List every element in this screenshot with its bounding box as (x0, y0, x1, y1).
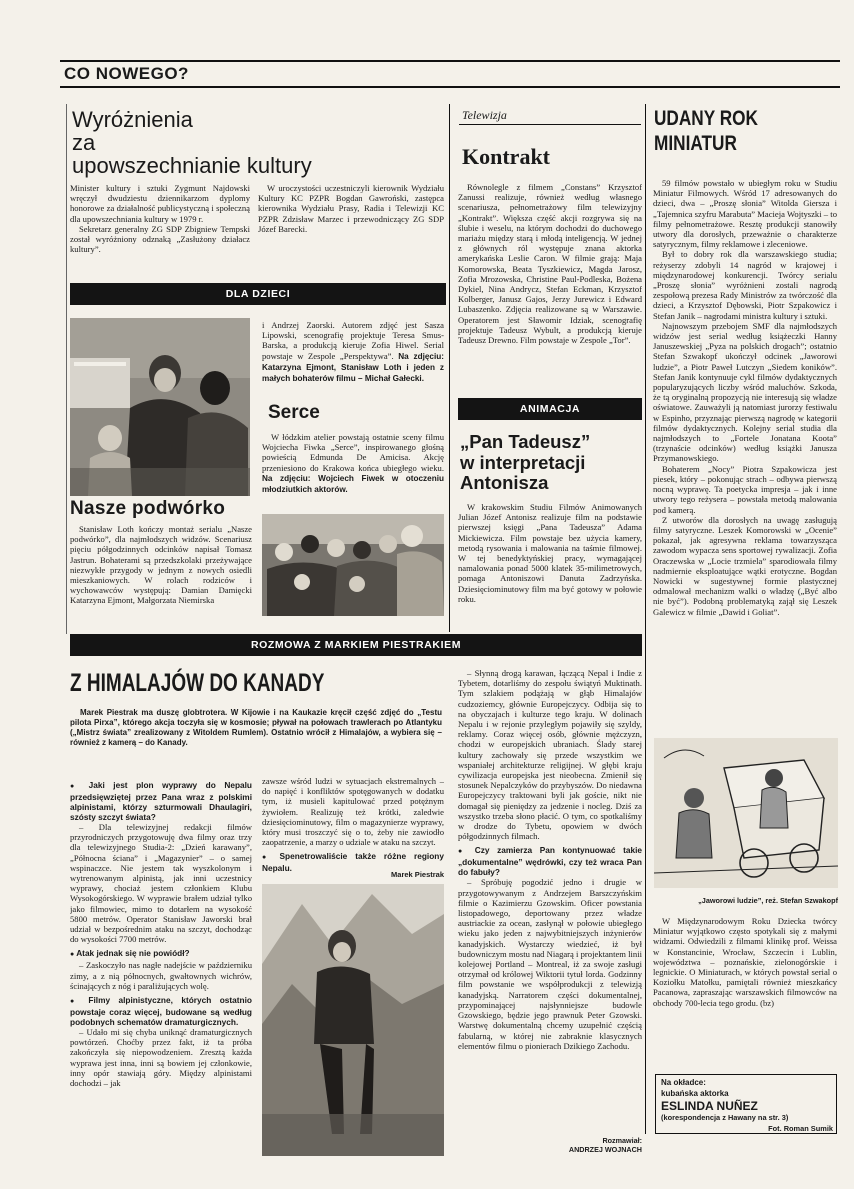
top-rule (60, 60, 840, 62)
title-line: Wyróżnienia (72, 108, 193, 132)
section-rule (60, 86, 840, 88)
answer: – Zaskoczyło nas nagłe nadejście w październiku zimy, a z nią północnych, gwałtownych wichrów, ścinających z nóg i paraliżujących wolę. (70, 960, 252, 991)
miniatur-text-cont (653, 916, 837, 1066)
kontrakt-text (458, 182, 642, 390)
photo-illustration (262, 514, 444, 616)
wyroznienia-text-col1 (70, 183, 250, 263)
nasze-podworko-text-cont (262, 320, 444, 384)
title-line: upowszechnianie kultury (72, 153, 312, 178)
title-line: UDANY ROK (654, 107, 758, 130)
cartoon-illustration (654, 738, 838, 888)
wyroznienia-title (72, 108, 442, 180)
kontrakt-kicker: Telewizja (462, 108, 507, 122)
answer: – Dla telewizyjnej redakcji filmów przyrodniczych przygotowuję dwa filmy oraz trzy dla telewizyjnego Studia-2: „Dzień karawany”, „Północna ściana” i „Magazynier” – o samej wspinaczce. Nie jestem tak wyszkolonym i wytrenowanym alpinistą, jak inni uczestnicy wyprawy, chociaż jestem członkiem Klubu Wysokogórskiego. W wyprawie brałem udział tylko jako filmowiec, mimo to dotarłem na wysokość 5800 metrów. Operator Stanisław Jaworski brał udział w bezpośrednim ataku na szczyt, dochodząc do wysokości 7700 metrów. (70, 822, 252, 945)
kicker-rule (459, 124, 641, 125)
photo-illustration (262, 884, 444, 1156)
paragraph: Z utworów dla dorosłych na uwagę zasługują filmy satyryczne. Leszek Komorowski w „Ocenie” pokazał, jak agresywna reklama towarzysząca zawodom wypacza sens sportowej rywalizacji. Zofia Oraczewska w „Locie trzmiela” sparodiowała filmy nadmiernie eksploatujące wątki erotyczne. Bogdan Nowicki w sugestywnej formie plastycznej odmalował mechanizm walki o władzę („Być albo nie być”). Podobną problematyką zajął się Leszek Galewicz w filmie „Dawid i Goliat”. (653, 514, 837, 617)
signoff-author: ANDRZEJ WOJNACH (568, 1145, 642, 1154)
paragraph: W Międzynarodowym Roku Dziecka twórcy Miniatur wyjątkowo często spotykali się z małymi widzami. Odwiedzili z filmami klinikę prof. Weissa w Konstancinie, Wrocław, Szczecin i Lublin, województwa – poznańskie, zielonogórskie i legnickie. O Miniaturach, w których powstał serial o Koziołku Matołku, pamiętali również mieszkańcy Pacanowa, zapraszając warszawskich filmowców na obchody 700-lecia tego grodu. (bz) (653, 916, 837, 1008)
jaworowi-ludzie-caption: „Jaworowi ludzie”, reż. Stefan Szwakopf (698, 896, 838, 905)
question: ● Filmy alpinistyczne, których ostatnio powstaje coraz więcej, budowane są według podobnych schematów dramaturgicznych. (70, 995, 252, 1027)
answer: – Udało mi się chyba uniknąć dramaturgicznych powtórzeń. Choćby przez fakt, iż ta próba zakończyła się niepowodzeniem. Zresztą każda wyprawa jest inna, inni są bowiem jej członkowie, inny opór stawiają góry. Między alpinistami dochodzi – jak (70, 1027, 252, 1089)
interview-lead (70, 708, 442, 762)
cover-info (661, 1078, 833, 1132)
lead-text: Marek Piestrak ma duszę globtrotera. W Kijowie i na Kaukazie kręcił część zdjęć do „Testu pilota Pirxa”, którego akcja toczyła się w kosmosie; pływał na połowach trawlerach po Atlantyku („Mistrz świata” zrealizowany z Witoldem Rumlem). Ostatnio wrócił z Himalajów, a wybiera się – również z kamerą – do Kanady. (70, 708, 442, 747)
cover-label: Na okładce: (661, 1078, 706, 1087)
title-line: Antonisza (460, 472, 549, 493)
photo-caption: Na zdjęciu: Wojciech Fiwek w otoczeniu młodziutkich aktorów. (262, 473, 444, 495)
text: i Andrzej Zaorski. Autorem zdjęć jest Sasza Lipowski, scenografię projektuje Teresa Smus-Barska, a produkcją kieruje Zofia Hiwel. Serial powstaje w Zespole „Perspektywa”. (262, 320, 444, 361)
nasze-podworko-photo (70, 318, 250, 496)
interview-signoff (458, 1136, 642, 1156)
cover-note: (korespondencja z Hawany na str. 3) (661, 1113, 789, 1122)
cover-subtitle: kubańska aktorka (661, 1088, 729, 1098)
serce-photo (262, 514, 444, 616)
animacja-title (460, 432, 646, 496)
nasze-podworko-title: Nasze podwórko (70, 498, 226, 519)
answer: – Spróbuję pogodzić jedno i drugie w przygotowywanym z Andrzejem Barszczyńskim filmie o Kazimierzu Gzowskim. Oficer powstania listopadowego, deportowany przez władze austriackie za ocean, zasłynął w połowie ubiegłego wieku jako jeden z najwybitniejszych inżynierów kanadyjskich. Wystarczy wiedzieć, iż był budowniczym mostu nad Niagarą i projektantem linii kolejowej Portland – Montreal, iż za swoje zasługi otrzymał od królowej Wiktorii tytuł lorda. Godzinny film powstanie we współprodukcji z telewizją kanadyjską. Narratorem części dokumentalnej, przypominającej najsłynniejsze budowle Gzowskiego, będzie jego prawnuk Peter Gzowski. Warstwę dokumentalną chcemy uzupełnić częścią fabularną, w której nie zabraknie klasycznych elementów filmu o pionierach Dzikiego Zachodu. (458, 877, 642, 1051)
cover-credit: Fot. Roman Sumik (768, 1123, 833, 1132)
paragraph (262, 432, 444, 495)
title-line: MINIATUR (654, 132, 737, 155)
miniatur-title (654, 106, 810, 158)
dla-dzieci-bar: DLA DZIECI (70, 283, 446, 305)
title-line: w interpretacji (460, 451, 586, 473)
paragraph: Równolegle z filmem „Constans” Krzysztof Zanussi realizuje, również według własnego scenariusza, pełnometrażowy film telewizyjny „Kontrakt”. Większa część akcji rozgrywa się na ślubie i weselu, na którym dochodzi do duchowego mariażu między starą i młodą inteligencją. W jednej z głównych ról występuje znana aktorka amerykańska Leslie Caron. W filmie grają: Maja Komorowska, Beata Tyszkiewicz, Magda Jarosz, Zofia Mrozowska, Christine Paul-Podleska, Bożena Dykiel, Nina Andrycz, Stefan Eckman, Krzysztof Kolberger, Janusz Gajos, Jerzy Jurewicz i Edward Lubaszenko. Zdjęcia realizowane są w Warszawie. Operatorem jest Sławomir Idziak, scenografię projektuje Tadeusz Wybult, a produkcją kieruje Tadeusz Drewno. Film powstaje w Zespole „Tor”. (458, 182, 642, 346)
interview-col1 (70, 776, 252, 1156)
animacja-text (458, 502, 642, 620)
paragraph: W krakowskim Studiu Filmów Animowanych Julian Józef Antonisz realizuje film na podstawie pierwszej księgi „Pana Tadeusza” Adama Mickiewicza. Film powstaje bez użycia kamery, metodą rysowania i malowania na taśmie filmowej. W tej benedyktyńskiej pracy, wymagającej namalowania ponad 5000 klatek 35-milimetrowych, pomaga Antoniszowi Danuta Zadrzyńska. Dziesięciominutowy film ma być gotowy w połowie roku. (458, 502, 642, 604)
text: W łódzkim atelier powstają ostatnie sceny filmu Wojciecha Fiwka „Serce”, inspirowanego głośną powieścią Edmunda De Amicisa. Akcję przeniesiono do Krakowa końca ubiegłego wieku. (262, 432, 444, 473)
wyroznienia-text-col2 (258, 183, 444, 263)
question: ● Atak jednak się nie powiódł? (70, 948, 252, 960)
paragraph: Stanisław Loth kończy montaż serialu „Nasze podwórko”, dla najmłodszych widzów. Scenariusz pięciu półgodzinnych odcinków napisał Tomasz Jastrun. Bohaterami są przedszkolaki przeżywające niezwykłe przygody w jednym z nowych osiedli mieszkaniowych. W rolach rodziców i wychowawców występują: Damian Damięcki Katarzyna Ejmont, Małgorzata Niemirska (70, 524, 252, 606)
miniatur-text (653, 178, 837, 738)
nasze-podworko-text (70, 524, 252, 624)
title-line: „Pan Tadeusz” (460, 432, 591, 452)
photo-caption: Marek Piestrak (391, 870, 444, 879)
question: ● Jaki jest plon wyprawy do Nepalu przedsięwziętej przez Pana wraz z polskimi alpinistami, którzy szturmowali Dhaulagiri, szósty szczyt świata? (70, 780, 252, 822)
question: ● Czy zamierza Pan kontynuować takie „dokumentalne” wędrówki, czy też wraca Pan do fabuły? (458, 845, 642, 877)
column-divider (449, 104, 450, 632)
answer: zawsze wśród ludzi w sytuacjach ekstremalnych – do napięć i konfliktów spotęgowanych w dodatku tym, iż musieli kapitulować przed potężnym żywiołem. Realizuję też krótki, zaledwie dziesięciominutowy, film o magazynierze wyprawy, który musi troszczyć się o to, żeby nie zawiodło zaopatrzenie, a marzy o udziale w ataku na szczyt. (262, 776, 444, 848)
paragraph: Sekretarz generalny ZG SDP Zbigniew Tempski został wyróżniony odznaką „Zasłużony działacz kultury”. (70, 223, 250, 255)
paragraph: Najnowszym przebojem SMF dla najmłodszych widzów jest serial według książeczki Hanny Januszewskiej „Pyza na polskich drogach”; ostatnio Stefan Szwakopf ukończył odcinek „Jaworowi ludzie”, a Piotr Paweł Lutczyn „Siedem koników”. Stefan Janik kontynuuje cykl filmów dydaktycznych popularyzujących liczby wśród maluchów. Szkoda, że tą oryginalną propozycją nie interesują się władze oświatowe. Zauważyli ją natomiast jurorzy festiwalu w Espinho, przyznając pierwszą nagrodę w kategorii filmów dydaktycznych. Kolejny serial studia dla najmłodszych to „Fortele Jonatana Koota” (trzynaście odcinków) według książki Janusza Przymanowskiego. (653, 320, 837, 464)
interview-col3 (458, 668, 642, 1128)
paragraph (262, 320, 444, 384)
kontrakt-title: Kontrakt (462, 144, 550, 169)
animacja-bar: ANIMACJA (458, 398, 642, 420)
paragraph: 59 filmów powstało w ubiegłym roku w Studiu Miniatur Filmowych. Wśród 17 adresowanych do dzieci, dwa – „Proszę słonia” Witolda Giersza i „Tajemnica szyfru Marabuta” Macieja Wojtyszki – to filmy pełnometrażowe. Resztę produkcji stanowiły utwory dla dorosłych, przeważnie o charakterze satyrycznym, filmy reklamowe i zleceniowe. (653, 178, 837, 250)
signoff-label: Rozmawiał: (602, 1136, 642, 1145)
section-title: CO NOWEGO? (64, 64, 189, 83)
piestrak-photo (262, 884, 444, 1156)
paragraph: Był to dobry rok dla warszawskiego studia; reżyserzy zdobyli 14 nagród w krajowej i międzynarodowej konkurencji. Twórcy serialu „Proszę słonia” wyróżnieni zostali nagrodą zespołową prezesa Rady Ministrów za twórczość dla dzieci, a Krzysztof Dębowski, Piotr Szpakowicz i Stefan Janik – nagrodami ministra kultury i sztuki. (653, 249, 837, 321)
paragraph: Minister kultury i sztuki Zygmunt Najdowski wręczył dwudziestu dziennikarzom dyplomy honorowe za działalność publicystyczną i społeczną dla upowszechniania kultury w 1979 r. (70, 183, 250, 224)
cover-name: ESLINDA NUÑEZ (661, 1099, 758, 1113)
answer: – Słynną drogą karawan, łączącą Nepal i Indie z Tybetem, dotarliśmy do zespołu świątyń Muktinath. Tym szlakiem podążają w głąb Himalajów cudzoziemcy, głównie Europejczycy. Odbija się to na obyczajach i kulturze tego kraju. W dolinach Nepalu i w rejonie przyległym pojawiły się szyldy, reklamy. Coraz więcej osób, głównie mężczyzn, chodzi w europejskich ubraniach. Ślady starej kultury zachowały się przede wszystkim we wspaniałej architekturze religijnej. W głębi kraju cywilizacja europejska jest nieobecna. Zmienił się stosunek Nepalczyków do przybyszów. Do niedawna Europejczycy traktowani byli jak goście, nikt nie domagał się pieniędzy za jedzenie i nocleg. Dziś za wszystko trzeba słono płacić. O tym, co spotkaliśmy w drodze do Tybetu, opowiem w dwóch półgodzinnych filmach. (458, 668, 642, 842)
photo-illustration (70, 318, 250, 496)
question: ● Spenetrowaliście także różne regiony Nepalu. (262, 851, 444, 873)
paragraph: Bohaterem „Nocy” Piotra Szpakowicza jest piesek, który – pokonując strach – odbywa pierwszą nocną wyprawę. Ta poetycka impresja – jak i inne utwory tego reżysera – powstała metodą malowania pod kamerą. (653, 463, 837, 515)
column-divider (645, 104, 646, 1134)
serce-title: Serce (268, 402, 320, 423)
jaworowi-ludzie-illustration (654, 738, 838, 888)
serce-text (262, 432, 444, 512)
title-line: za (72, 130, 96, 155)
photo-caption: Na zdjęciu: Katarzyna Ejmont, Stanisław Loth i jeden z małych bohaterów filmu – Michał Gałecki. (262, 351, 444, 384)
interview-bar: ROZMOWA Z MARKIEM PIESTRAKIEM (70, 634, 642, 656)
paragraph: W uroczystości uczestniczyli kierownik Wydziału Kultury KC PZPR Bogdan Gawroński, zastępca kierownika Wydziału Prasy, Radia i Telewizji KC PZPR Zdzisław Marzec i przewodniczący ZG SDP Józef Barecki. (258, 183, 444, 234)
interview-title: Z HIMALAJÓW DO KANADY (70, 669, 325, 697)
column-divider (66, 104, 67, 634)
